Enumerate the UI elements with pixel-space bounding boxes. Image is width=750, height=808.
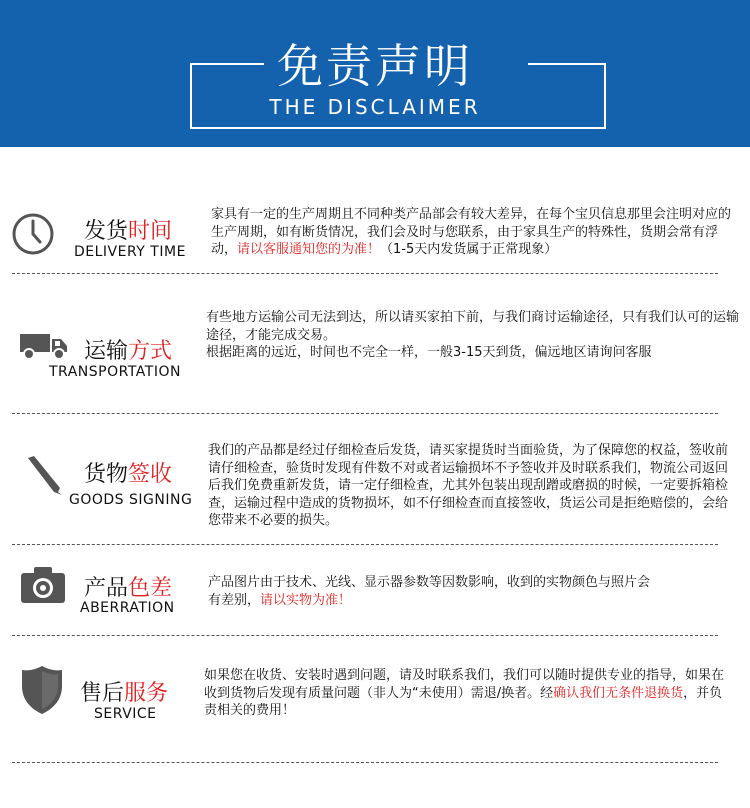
divider <box>12 544 718 545</box>
page-subtitle: THE DISCLAIMER <box>269 95 481 119</box>
section-title-cn: 货物签收 <box>84 462 173 487</box>
divider <box>12 273 718 274</box>
section-title-cn: 运输方式 <box>84 339 173 364</box>
section-body: 家具有一定的生产周期且不同种类产品部会有较大差异，在每个宝贝信息那里会注明对应的生产周期，如有断货情况，我们会及时与您联系，由于家具生产的特殊性，货期会常有浮动，请以客服通知您的为准！（1-5天内发货属于正常现象） <box>211 207 732 257</box>
truck-icon <box>20 332 68 360</box>
section-body: 产品图片由于技术、光线、显示器参数等因数影响，收到的实物颜色与照片会有差别，请以实物为准！ <box>208 575 651 608</box>
divider <box>12 635 718 636</box>
section-body: 如果您在收货、安装时遇到问题，请及时联系我们，我们可以随时提供专业的指导，如果在收到货物后发现有质量问题（非人为“未使用）需退/换者。经确认我们无条件退换货，并负责相关的费用！ <box>204 668 725 718</box>
section-title-en: ABERRATION <box>80 600 175 616</box>
camera-icon <box>21 567 65 603</box>
section-title-cn: 售后服务 <box>80 681 169 706</box>
section-title-cn: 产品色差 <box>84 576 173 601</box>
section-title-en: GOODS SIGNING <box>69 492 193 508</box>
divider <box>12 413 718 414</box>
shield-icon <box>22 666 62 714</box>
page-title: 免责声明 <box>277 39 473 93</box>
header-banner <box>0 0 750 147</box>
section-title-en: SERVICE <box>94 706 157 722</box>
section-body: 我们的产品都是经过仔细检查后发货，请买家提货时当面验货，为了保障您的权益，签收前请仔细检查，验货时发现有件数不对或者运输损坏不予签收并及时联系我们，物流公司返回后我们免费重新发货，请一定仔细检查，尤其外包装出现刮蹭或磨损的时候，一定要拆箱检查，运输过程中造成的货物损坏，如不仔细检查而直接签收，货运公司是拒绝赔偿的，会给您带来不必要的损失。 <box>208 443 729 528</box>
section-title-en: DELIVERY TIME <box>74 244 186 260</box>
section-title-en: TRANSPORTATION <box>49 364 181 380</box>
section-title-cn: 发货时间 <box>84 219 173 244</box>
pen-icon <box>22 454 64 496</box>
clock-icon <box>11 212 55 256</box>
section-body: 有些地方运输公司无法到达，所以请买家拍下前，与我们商讨运输途径，只有我们认可的运输途径，才能完成交易。 根据距离的远近，时间也不完全一样，一般3-15天到货，偏远地区请询问客服 <box>206 310 740 360</box>
divider <box>12 762 718 763</box>
